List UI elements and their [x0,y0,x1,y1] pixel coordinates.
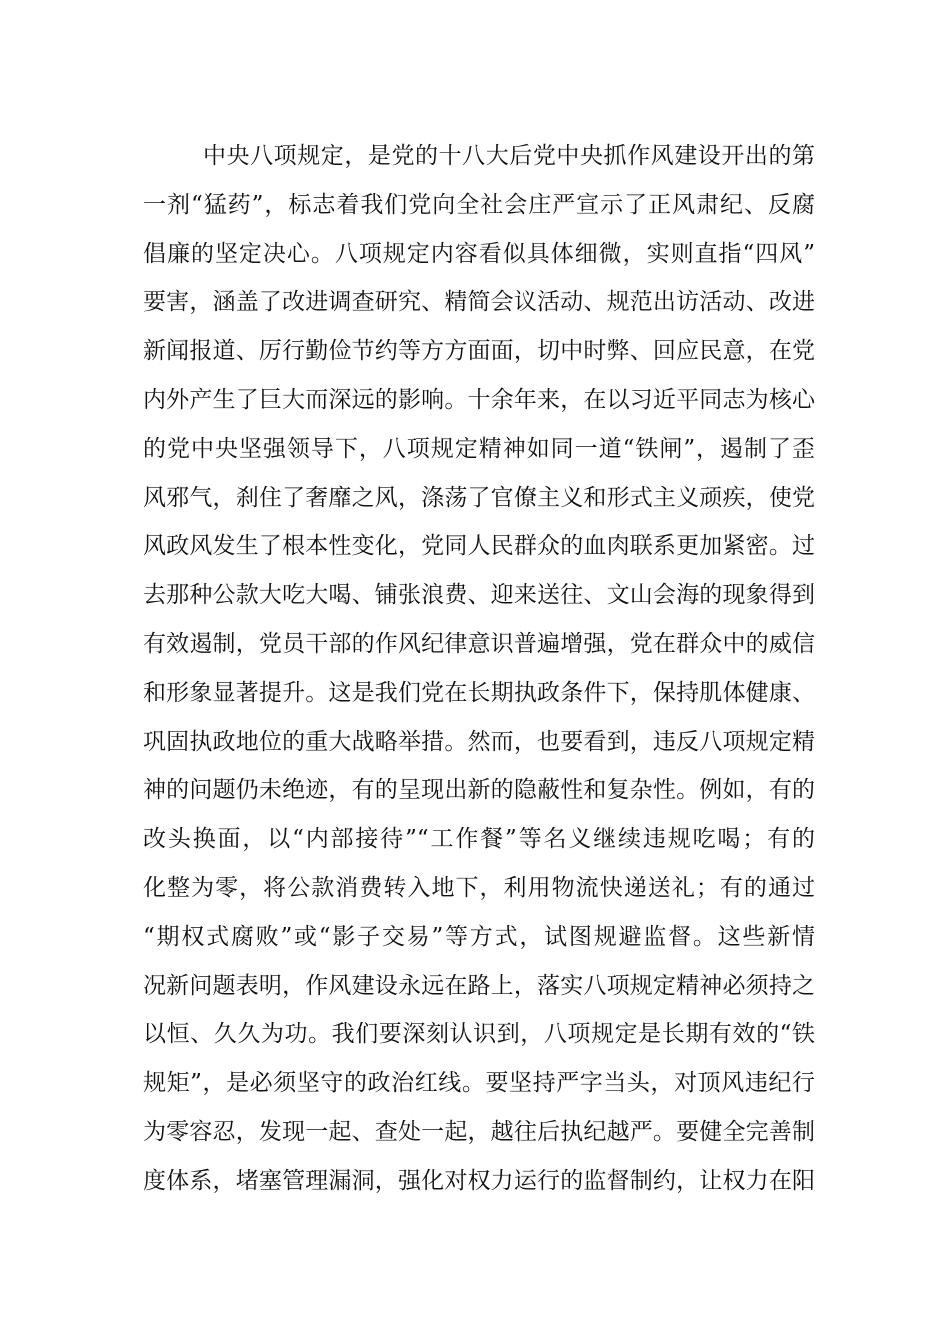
paragraph-line: 和形象显著提升。这是我们党在长期执政条件下，保持肌体健康、 [143,679,815,706]
paragraph-line: 风政风发生了根本性变化，党同人民群众的血肉联系更加紧密。过 [143,533,815,560]
paragraph-line: 规矩”，是必须坚守的政治红线。要坚持严字当头，对顶风违纪行 [143,1070,815,1097]
paragraph-line: 有效遏制，党员干部的作风纪律意识普遍增强，党在群众中的威信 [143,630,815,657]
paragraph-line: “期权式腐败”或“影子交易”等方式，试图规避监督。这些新情 [143,923,815,950]
paragraph-line: 以恒、久久为功。我们要深刻认识到，八项规定是长期有效的“铁 [143,1021,815,1048]
paragraph-line: 巩固执政地位的重大战略举措。然而，也要看到，违反八项规定精 [143,728,815,755]
paragraph-line: 度体系，堵塞管理漏洞，强化对权力运行的监督制约，让权力在阳 [143,1167,815,1194]
paragraph-line: 神的问题仍未绝迹，有的呈现出新的隐蔽性和复杂性。例如，有的 [143,777,815,804]
paragraph-line: 内外产生了巨大而深远的影响。十余年来，在以习近平同志为核心 [143,386,815,413]
paragraph-line: 一剂“猛药”，标志着我们党向全社会庄严宣示了正风肃纪、反腐 [143,191,815,218]
paragraph-line: 况新问题表明，作风建设永远在路上，落实八项规定精神必须持之 [143,972,815,999]
paragraph-line: 去那种公款大吃大喝、铺张浪费、迎来送往、文山会海的现象得到 [143,582,815,609]
paragraph-line: 的党中央坚强领导下，八项规定精神如同一道“铁闸”，遏制了歪 [143,435,815,462]
paragraph-line: 为零容忍，发现一起、查处一起，越往后执纪越严。要健全完善制 [143,1118,815,1145]
paragraph-line: 要害，涵盖了改进调查研究、精简会议活动、规范出访活动、改进 [143,289,815,316]
paragraph-line: 化整为零，将公款消费转入地下，利用物流快递送礼；有的通过 [143,874,815,901]
body-paragraph [143,132,815,1206]
paragraph-line: 改头换面，以“内部接待”“工作餐”等名义继续违规吃喝；有的 [143,826,815,853]
paragraph-line: 新闻报道、厉行勤俭节约等方方面面，切中时弊、回应民意，在党 [143,338,815,365]
paragraph-line: 倡廉的坚定决心。八项规定内容看似具体细微，实则直指“四风” [143,240,815,267]
paragraph-line: 中央八项规定，是党的十八大后党中央抓作风建设开出的第 [203,143,815,169]
paragraph-line: 风邪气，刹住了奢靡之风，涤荡了官僚主义和形式主义顽疾，使党 [143,484,815,511]
